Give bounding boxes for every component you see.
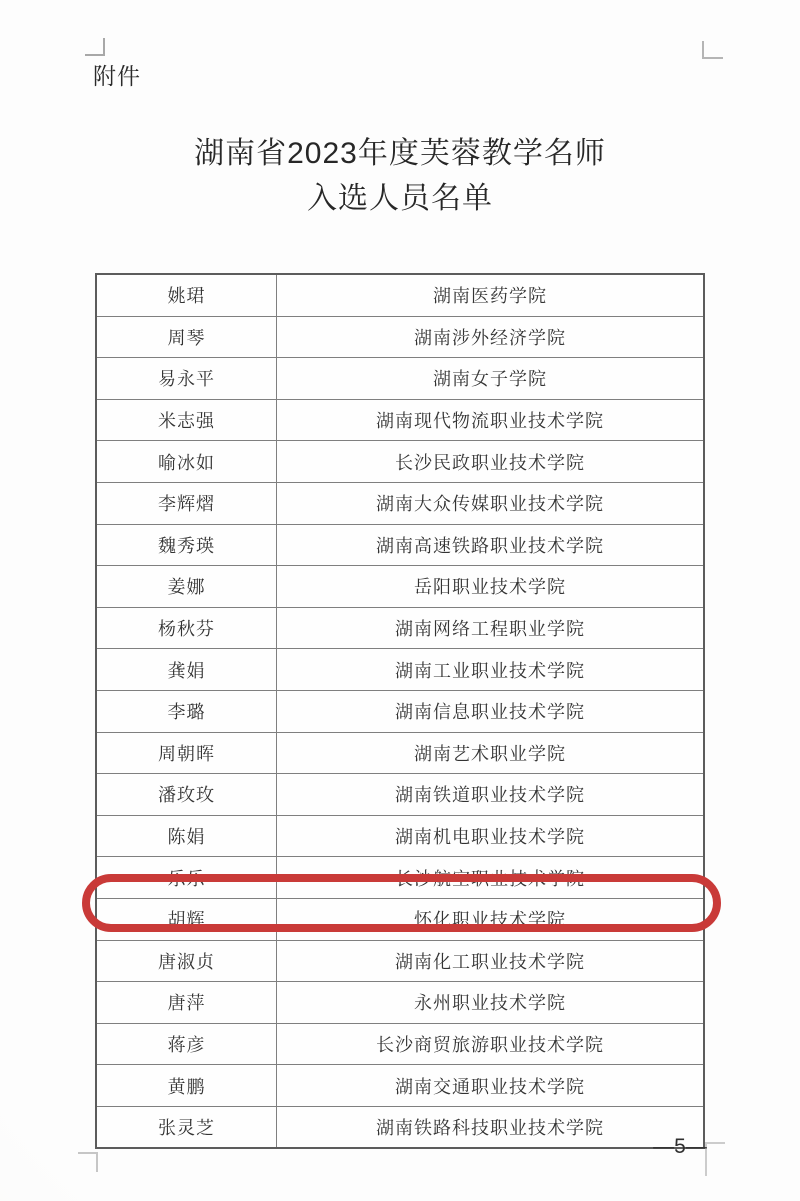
- table-row: [96, 857, 704, 899]
- table-row: [96, 1106, 704, 1148]
- teacher-name-cell: 蒋彦: [96, 1023, 277, 1065]
- institution-cell: 湖南工业职业技术学院: [277, 649, 705, 691]
- table-row: [96, 1065, 704, 1107]
- teacher-name-cell: 黄鹏: [96, 1065, 277, 1107]
- institution-cell: 湖南网络工程职业学院: [277, 607, 705, 649]
- table-row: [96, 524, 704, 566]
- crop-mark-top-left-icon: [85, 38, 105, 56]
- table-row: [96, 482, 704, 524]
- institution-cell: 湖南女子学院: [277, 358, 705, 400]
- teacher-name-cell: 米志强: [96, 399, 277, 441]
- table-row: [96, 690, 704, 732]
- table-row: [96, 274, 704, 316]
- institution-cell: 湖南信息职业技术学院: [277, 690, 705, 732]
- table-row: [96, 732, 704, 774]
- institution-cell: 湖南现代物流职业技术学院: [277, 399, 705, 441]
- roster-table: [95, 273, 705, 1149]
- table-row: [96, 607, 704, 649]
- institution-cell: 湖南化工职业技术学院: [277, 940, 705, 982]
- teacher-name-cell: 周琴: [96, 316, 277, 358]
- teacher-name-cell: 潘玫玫: [96, 774, 277, 816]
- table-row: [96, 898, 704, 940]
- teacher-name-cell: 唐淑贞: [96, 940, 277, 982]
- page-title-line2: 入选人员名单: [307, 182, 493, 215]
- institution-cell: 长沙航空职业技术学院: [277, 857, 705, 899]
- teacher-name-cell: 李璐: [96, 690, 277, 732]
- institution-cell: 怀化职业技术学院: [277, 898, 705, 940]
- attachment-label: 附件: [93, 63, 141, 89]
- teacher-name-cell: 唐萍: [96, 982, 277, 1024]
- institution-cell: 长沙商贸旅游职业技术学院: [277, 1023, 705, 1065]
- teacher-name-cell: 魏秀瑛: [96, 524, 277, 566]
- teacher-name-cell: 周朝晖: [96, 732, 277, 774]
- crop-mark-top-right-icon: [702, 41, 723, 59]
- teacher-name-cell: 胡辉: [96, 898, 277, 940]
- table-row: [96, 815, 704, 857]
- page-title-line1: 湖南省2023年度芙蓉教学名师: [194, 137, 606, 170]
- institution-cell: 湖南铁路科技职业技术学院: [277, 1106, 705, 1148]
- table-row: [96, 649, 704, 691]
- institution-cell: 长沙民政职业技术学院: [277, 441, 705, 483]
- teacher-name-cell: 喻冰如: [96, 441, 277, 483]
- teacher-name-cell: 姜娜: [96, 566, 277, 608]
- teacher-name-cell: 杨秋芬: [96, 607, 277, 649]
- institution-cell: 湖南艺术职业学院: [277, 732, 705, 774]
- institution-cell: 湖南交通职业技术学院: [277, 1065, 705, 1107]
- institution-cell: 湖南高速铁路职业技术学院: [277, 524, 705, 566]
- teacher-name-cell: 易永平: [96, 358, 277, 400]
- table-row: [96, 774, 704, 816]
- table-row: [96, 316, 704, 358]
- table-row: [96, 399, 704, 441]
- table-row: [96, 940, 704, 982]
- teacher-name-cell: 李辉熠: [96, 482, 277, 524]
- page-title: [0, 131, 800, 221]
- institution-cell: 岳阳职业技术学院: [277, 566, 705, 608]
- teacher-name-cell: 姚珺: [96, 274, 277, 316]
- institution-cell: 湖南机电职业技术学院: [277, 815, 705, 857]
- roster-table-body: [96, 274, 704, 1148]
- teacher-name-cell: 乐乐: [96, 857, 277, 899]
- teacher-name-cell: 陈娟: [96, 815, 277, 857]
- table-row: [96, 1023, 704, 1065]
- teacher-name-cell: 张灵芝: [96, 1106, 277, 1148]
- crop-mark-bottom-left-icon: [78, 1152, 98, 1172]
- table-row: [96, 358, 704, 400]
- institution-cell: 湖南大众传媒职业技术学院: [277, 482, 705, 524]
- institution-cell: 湖南涉外经济学院: [277, 316, 705, 358]
- institution-cell: 永州职业技术学院: [277, 982, 705, 1024]
- institution-cell: 湖南铁道职业技术学院: [277, 774, 705, 816]
- teacher-name-cell: 龚娟: [96, 649, 277, 691]
- table-row: [96, 982, 704, 1024]
- table-row: [96, 441, 704, 483]
- institution-cell: 湖南医药学院: [277, 274, 705, 316]
- page-number: —5—: [653, 1135, 707, 1158]
- table-row: [96, 566, 704, 608]
